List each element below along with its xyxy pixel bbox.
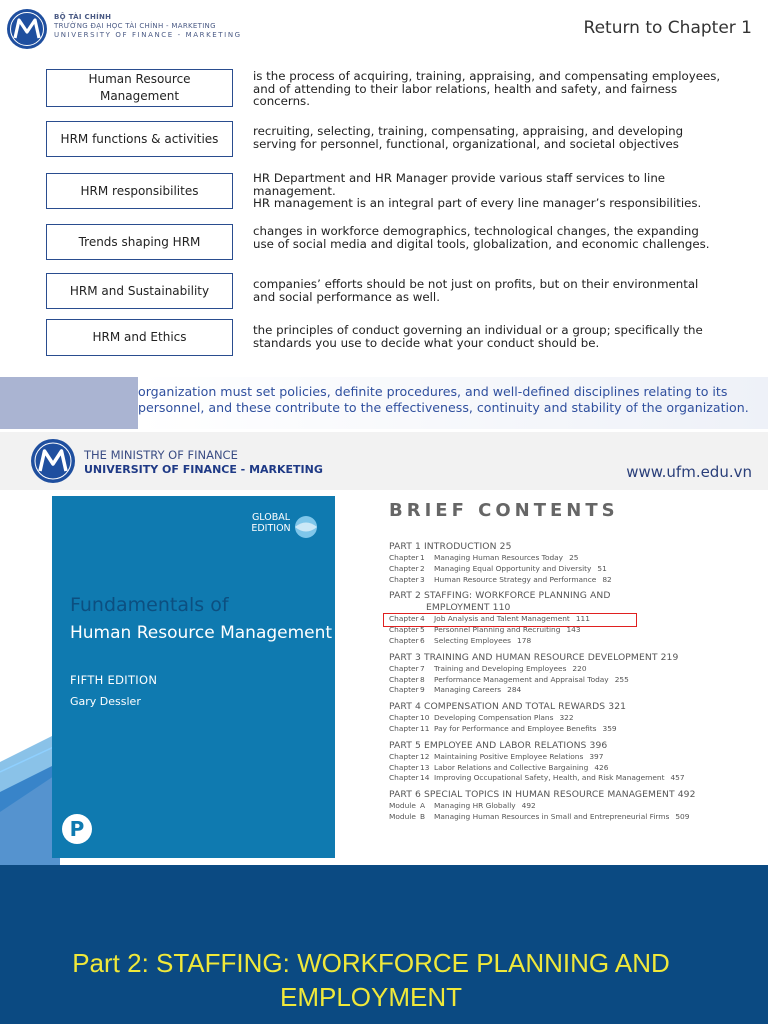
toc-chapter-title: Personnel Planning and Recruiting	[434, 625, 561, 635]
toc-chapter-title: Managing Careers	[434, 685, 502, 695]
toc-chapter-number: 8	[420, 674, 425, 684]
decorative-wave-shape	[0, 732, 60, 882]
toc-chapter-row[interactable]	[389, 713, 759, 724]
logo-line-ministry: BỘ TÀI CHÍNH	[54, 13, 112, 21]
toc-chapter-kind: Chapter	[389, 614, 419, 624]
toc-chapter-number: 12	[420, 751, 430, 761]
toc-chapter-number: B	[420, 811, 426, 821]
toc-chapter-kind: Chapter	[389, 685, 419, 695]
toc-chapter-row[interactable]	[389, 763, 759, 774]
toc-chapter-row[interactable]	[389, 636, 759, 647]
toc-chapter-title: Maintaining Positive Employee Relations	[434, 751, 584, 761]
toc-chapter-kind: Chapter	[389, 723, 419, 733]
toc-chapter-page: 25	[569, 553, 579, 562]
term-definition-trends: changes in workforce demographics, technological changes, the expanding use of social media and digital tools, globalization, and economic challenges.	[253, 224, 710, 251]
logo-line-university-en: UNIVERSITY OF FINANCE - MARKETING	[54, 31, 242, 39]
toc-chapter-row[interactable]	[389, 812, 759, 823]
toc-chapter-row[interactable]	[389, 801, 759, 812]
toc-chapter-title: Developing Compensation Plans	[434, 713, 554, 723]
toc-chapter-row[interactable]	[389, 664, 759, 675]
book-title-line2: Human Resource Management	[70, 623, 333, 643]
toc-chapter-row[interactable]	[389, 553, 759, 564]
toc-chapter-row[interactable]	[389, 614, 759, 625]
ufm-logo-text	[54, 13, 242, 40]
toc-title: BRIEF CONTENTS	[389, 500, 619, 521]
toc-chapter-row[interactable]	[389, 675, 759, 686]
toc-chapter-page: 220	[572, 663, 587, 673]
logo-line-university-vn: TRƯỜNG ĐẠI HỌC TÀI CHÍNH - MARKETING	[54, 22, 216, 30]
footer-band	[0, 865, 768, 1024]
term-box-trends: Trends shaping HRM	[46, 224, 233, 260]
toc-part-heading: PART 1 INTRODUCTION 25	[389, 541, 512, 552]
toc-part-heading: PART 6 SPECIAL TOPICS IN HUMAN RESOURCE MANAGEMENT 492	[389, 789, 696, 801]
toc-chapter-page: 143	[566, 625, 581, 635]
toc-chapter-kind: Chapter	[389, 773, 419, 783]
slide-header	[0, 432, 768, 490]
toc-chapter-row[interactable]	[389, 773, 759, 784]
toc-chapter-number: 1	[420, 553, 425, 562]
term-definition-hrm-responsibilities: HR Department and HR Manager provide various staff services to line management. HR management is an integral part of every line manager’s responsibilities.	[253, 171, 702, 211]
toc-chapter-page: 82	[602, 574, 612, 584]
toc-chapter-kind: Module	[389, 811, 416, 821]
toc-chapter-title: Performance Management and Appraisal Today	[434, 674, 609, 684]
slide-hrm-overview	[0, 0, 768, 432]
highlight-box	[383, 613, 637, 627]
toc-chapter-page: 322	[559, 713, 574, 723]
ufm-logo-icon	[30, 438, 76, 484]
toc-chapter-page: 509	[675, 811, 690, 821]
term-definition-ethics: the principles of conduct governing an individual or a group; specifically the standards you use to decide what your conduct should be.	[253, 323, 703, 350]
toc-part-heading: PART 2 STAFFING: WORKFORCE PLANNING AND	[389, 590, 611, 602]
toc-chapter-kind: Chapter	[389, 713, 419, 723]
toc-chapter-number: 14	[420, 773, 430, 783]
toc-chapter-number: 13	[420, 762, 430, 772]
toc-chapter-kind: Chapter	[389, 663, 419, 673]
toc-chapter-number: 5	[420, 625, 425, 635]
book-author: Gary Dessler	[70, 695, 141, 708]
term-box-ethics: HRM and Ethics	[46, 319, 233, 356]
publisher-logo-icon: P	[62, 814, 92, 844]
toc-chapter-title: Selecting Employees	[434, 635, 512, 645]
header-university: UNIVERSITY OF FINANCE - MARKETING	[84, 463, 323, 476]
toc-chapter-page: 255	[614, 674, 629, 684]
term-box-hrm-functions: HRM functions & activities	[46, 121, 233, 157]
book-edition-badge: GLOBAL EDITION	[251, 512, 291, 534]
toc-chapter-kind: Chapter	[389, 563, 419, 573]
toc-chapter-page: 51	[597, 563, 607, 573]
toc-part-heading: PART 4 COMPENSATION AND TOTAL REWARDS 321	[389, 701, 627, 713]
band-summary-text: organization must set policies, definite procedures, and well-defined disciplines relating to its personnel, and these contribute to the effectiveness, continuity and stability of the organization.	[138, 384, 749, 415]
ufm-logo-icon	[6, 8, 48, 50]
toc-chapter-title: Pay for Performance and Employee Benefits	[434, 723, 597, 733]
toc-chapter-page: 359	[602, 723, 617, 733]
term-definition-sustainability: companies’ efforts should be not just on profits, but on their environmental and social performance as well.	[253, 277, 699, 304]
toc-chapter-number: 7	[420, 663, 425, 673]
toc-chapter-number: 3	[420, 574, 425, 584]
website-url[interactable]: www.ufm.edu.vn	[626, 463, 752, 481]
term-box-sustainability: HRM and Sustainability	[46, 273, 233, 309]
toc-chapter-kind: Chapter	[389, 553, 419, 562]
toc-chapter-title: Job Analysis and Talent Management	[434, 614, 570, 624]
toc-chapter-title: Managing Human Resources in Small and Entrepreneurial Firms	[434, 811, 670, 821]
toc-chapter-page: 457	[670, 773, 685, 783]
toc-chapter-title: Human Resource Strategy and Performance	[434, 574, 597, 584]
slide-brief-contents	[0, 432, 768, 1024]
toc-chapter-kind: Chapter	[389, 635, 419, 645]
toc-chapter-page: 111	[575, 614, 590, 624]
toc-chapter-row[interactable]	[389, 724, 759, 735]
term-box-hrm: Human Resource Management	[46, 69, 233, 107]
toc-chapter-kind: Chapter	[389, 574, 419, 584]
toc-chapter-kind: Chapter	[389, 751, 419, 761]
toc-chapter-kind: Module	[389, 801, 416, 811]
toc-part-heading-cont: EMPLOYMENT 110	[426, 602, 511, 614]
toc-chapter-kind: Chapter	[389, 762, 419, 772]
part-title: Part 2: STAFFING: WORKFORCE PLANNING AND EMPLOYMENT	[72, 948, 670, 1012]
summary-band	[0, 377, 768, 429]
term-box-hrm-responsibilities: HRM responsibilites	[46, 173, 233, 209]
toc-chapter-page: 426	[594, 762, 609, 772]
toc-chapter-kind: Chapter	[389, 674, 419, 684]
toc-chapter-number: 2	[420, 563, 425, 573]
toc-chapter-page: 178	[517, 635, 532, 645]
book-title-line1: Fundamentals of	[70, 594, 229, 616]
toc-chapter-number: 4	[420, 614, 425, 624]
toc-chapter-row[interactable]	[389, 575, 759, 586]
toc-chapter-number: 11	[420, 723, 430, 733]
toc-chapter-title: Managing Human Resources Today	[434, 553, 564, 562]
toc-chapter-number: 9	[420, 685, 425, 695]
toc-chapter-number: 10	[420, 713, 430, 723]
toc-chapter-title: Improving Occupational Safety, Health, and Risk Management	[434, 773, 665, 783]
toc-part-heading: PART 5 EMPLOYEE AND LABOR RELATIONS 396	[389, 739, 608, 751]
toc-chapter-title: Training and Developing Employees	[434, 663, 567, 673]
toc-chapter-title: Labor Relations and Collective Bargaining	[434, 762, 589, 772]
toc-part-heading: PART 3 TRAINING AND HUMAN RESOURCE DEVELOPMENT 219	[389, 651, 679, 663]
toc-chapter-kind: Chapter	[389, 625, 419, 635]
header-ministry: THE MINISTRY OF FINANCE	[84, 448, 238, 462]
toc-chapter-number: 6	[420, 635, 425, 645]
return-to-chapter-link[interactable]: Return to Chapter 1	[583, 18, 752, 38]
term-definition-hrm: is the process of acquiring, training, appraising, and compensating employees, and of attending to their labor relations, health and safety, and fairness concerns.	[253, 69, 721, 109]
toc-chapter-number: A	[420, 801, 426, 811]
toc-chapter-page: 492	[521, 801, 536, 811]
brief-contents	[389, 496, 759, 823]
book-edition: FIFTH EDITION	[70, 673, 158, 687]
toc-chapter-row[interactable]	[389, 685, 759, 696]
book-cover	[52, 496, 335, 858]
toc-chapter-row[interactable]	[389, 752, 759, 763]
toc-chapter-page: 284	[507, 685, 522, 695]
toc-chapter-page: 397	[589, 751, 604, 761]
toc-chapter-title: Managing HR Globally	[434, 801, 516, 811]
toc-chapter-row[interactable]	[389, 564, 759, 575]
term-definition-hrm-functions: recruiting, selecting, training, compensating, appraising, and developing serving for personnel, functional, organizational, and societal objectives	[253, 124, 684, 151]
band-accent-block	[0, 377, 138, 429]
toc-chapter-title: Managing Equal Opportunity and Diversity	[434, 563, 592, 573]
toc-parts-list	[389, 541, 759, 823]
